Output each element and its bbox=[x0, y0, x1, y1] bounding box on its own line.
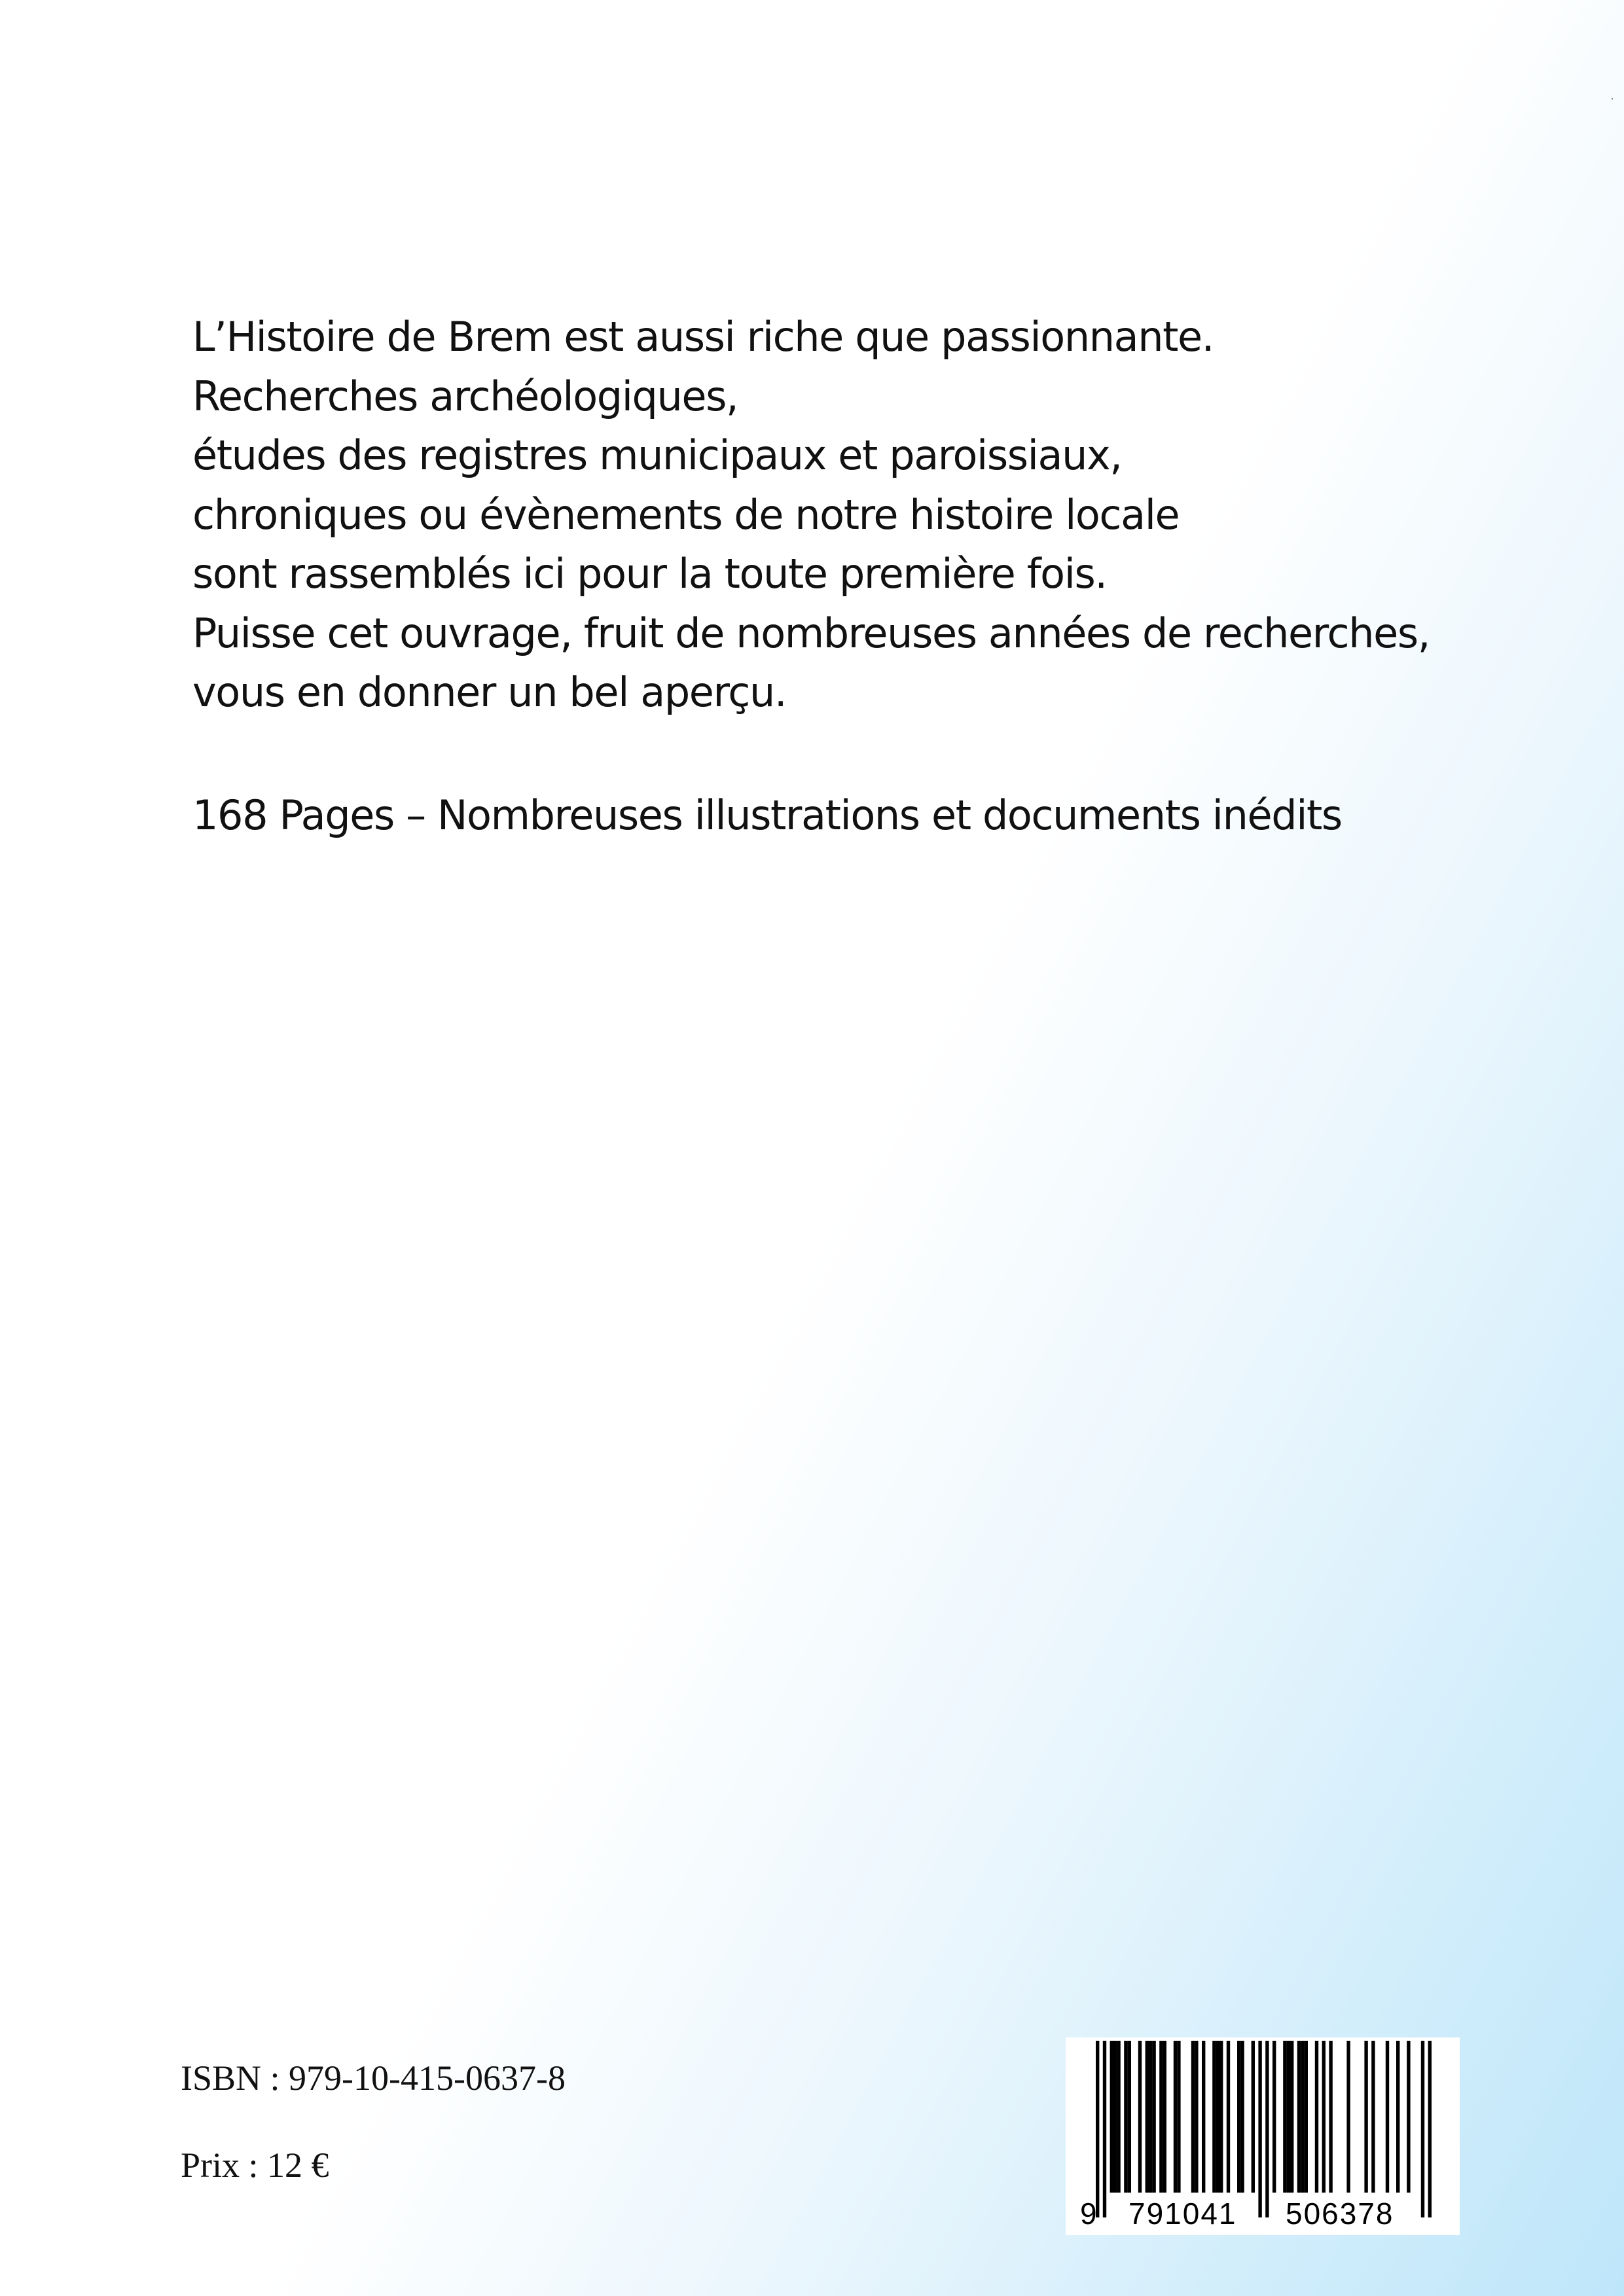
barcode-bar bbox=[1195, 2041, 1198, 2193]
blurb-line: Puisse cet ouvrage, fruit de nombreuses années de recherches, bbox=[192, 609, 1430, 657]
barcode-bar bbox=[1272, 2041, 1276, 2193]
barcode-bar bbox=[1315, 2041, 1318, 2193]
barcode-first-digit: 9 bbox=[1080, 2197, 1097, 2231]
barcode-right-digits: 506378 bbox=[1286, 2197, 1394, 2231]
barcode-bar bbox=[1364, 2041, 1367, 2193]
blurb-line: chroniques ou évènements de notre histoire locale bbox=[192, 490, 1180, 539]
barcode-bar bbox=[1174, 2041, 1177, 2193]
barcode-bar bbox=[1117, 2041, 1120, 2193]
barcode-bar bbox=[1297, 2041, 1301, 2193]
barcode-bar bbox=[1386, 2041, 1389, 2193]
barcode-bar bbox=[1212, 2041, 1216, 2193]
barcode-bar bbox=[1128, 2041, 1131, 2193]
barcode-bar bbox=[1124, 2041, 1127, 2193]
barcode-bar bbox=[1346, 2041, 1350, 2193]
barcode-left-digits: 791041 bbox=[1128, 2197, 1237, 2231]
isbn-barcode bbox=[1066, 2037, 1460, 2235]
barcode-bar bbox=[1322, 2041, 1326, 2193]
barcode-bar bbox=[1287, 2041, 1290, 2193]
corner-mark bbox=[1612, 98, 1613, 99]
barcode-bar bbox=[1138, 2041, 1142, 2193]
blurb-line: vous en donner un bel aperçu. bbox=[192, 668, 787, 716]
blurb-line: Recherches archéologiques, bbox=[192, 372, 738, 420]
barcode-bar bbox=[1191, 2041, 1195, 2193]
barcode-bar bbox=[1305, 2041, 1308, 2193]
barcode-bar bbox=[1152, 2041, 1155, 2193]
barcode-bar bbox=[1396, 2041, 1399, 2193]
barcode-guard-bar bbox=[1103, 2041, 1106, 2217]
price-label: Prix : 12 € bbox=[181, 2145, 329, 2185]
blurb-line: études des registres municipaux et paroissiaux, bbox=[192, 431, 1122, 479]
barcode-bar bbox=[1301, 2041, 1304, 2193]
barcode-bar bbox=[1149, 2041, 1152, 2193]
barcode-bar bbox=[1240, 2041, 1244, 2193]
blurb-line: L’Histoire de Brem est aussi riche que passionnante. bbox=[192, 313, 1214, 361]
isbn-label: ISBN : 979-10-415-0637-8 bbox=[181, 2058, 566, 2098]
barcode-bar bbox=[1227, 2041, 1230, 2193]
barcode-guard-bar bbox=[1265, 2041, 1269, 2217]
barcode-bar bbox=[1110, 2041, 1113, 2193]
barcode-guard-bar bbox=[1096, 2041, 1099, 2217]
barcode-guard-bar bbox=[1258, 2041, 1261, 2217]
barcode-bar bbox=[1177, 2041, 1180, 2193]
back-cover-blurb bbox=[192, 308, 1567, 723]
barcode-bar bbox=[1371, 2041, 1375, 2193]
barcode-bar bbox=[1146, 2041, 1149, 2193]
barcode-bar bbox=[1216, 2041, 1219, 2193]
barcode-bars bbox=[1066, 2037, 1460, 2235]
barcode-bar bbox=[1407, 2041, 1410, 2193]
barcode-bar bbox=[1290, 2041, 1293, 2193]
barcode-bar bbox=[1252, 2041, 1255, 2193]
barcode-bar bbox=[1202, 2041, 1205, 2193]
barcode-bar bbox=[1159, 2041, 1163, 2193]
barcode-bar bbox=[1237, 2041, 1240, 2193]
barcode-guard-bar bbox=[1428, 2041, 1432, 2217]
barcode-bar bbox=[1219, 2041, 1223, 2193]
barcode-bar bbox=[1283, 2041, 1286, 2193]
barcode-guard-bar bbox=[1421, 2041, 1424, 2217]
barcode-bar bbox=[1113, 2041, 1117, 2193]
blurb-line: sont rassemblés ici pour la toute première fois. bbox=[192, 550, 1107, 598]
page-count-line: 168 Pages – Nombreuses illustrations et documents inédits bbox=[192, 791, 1342, 839]
barcode-bar bbox=[1329, 2041, 1332, 2193]
barcode-bar bbox=[1163, 2041, 1166, 2193]
